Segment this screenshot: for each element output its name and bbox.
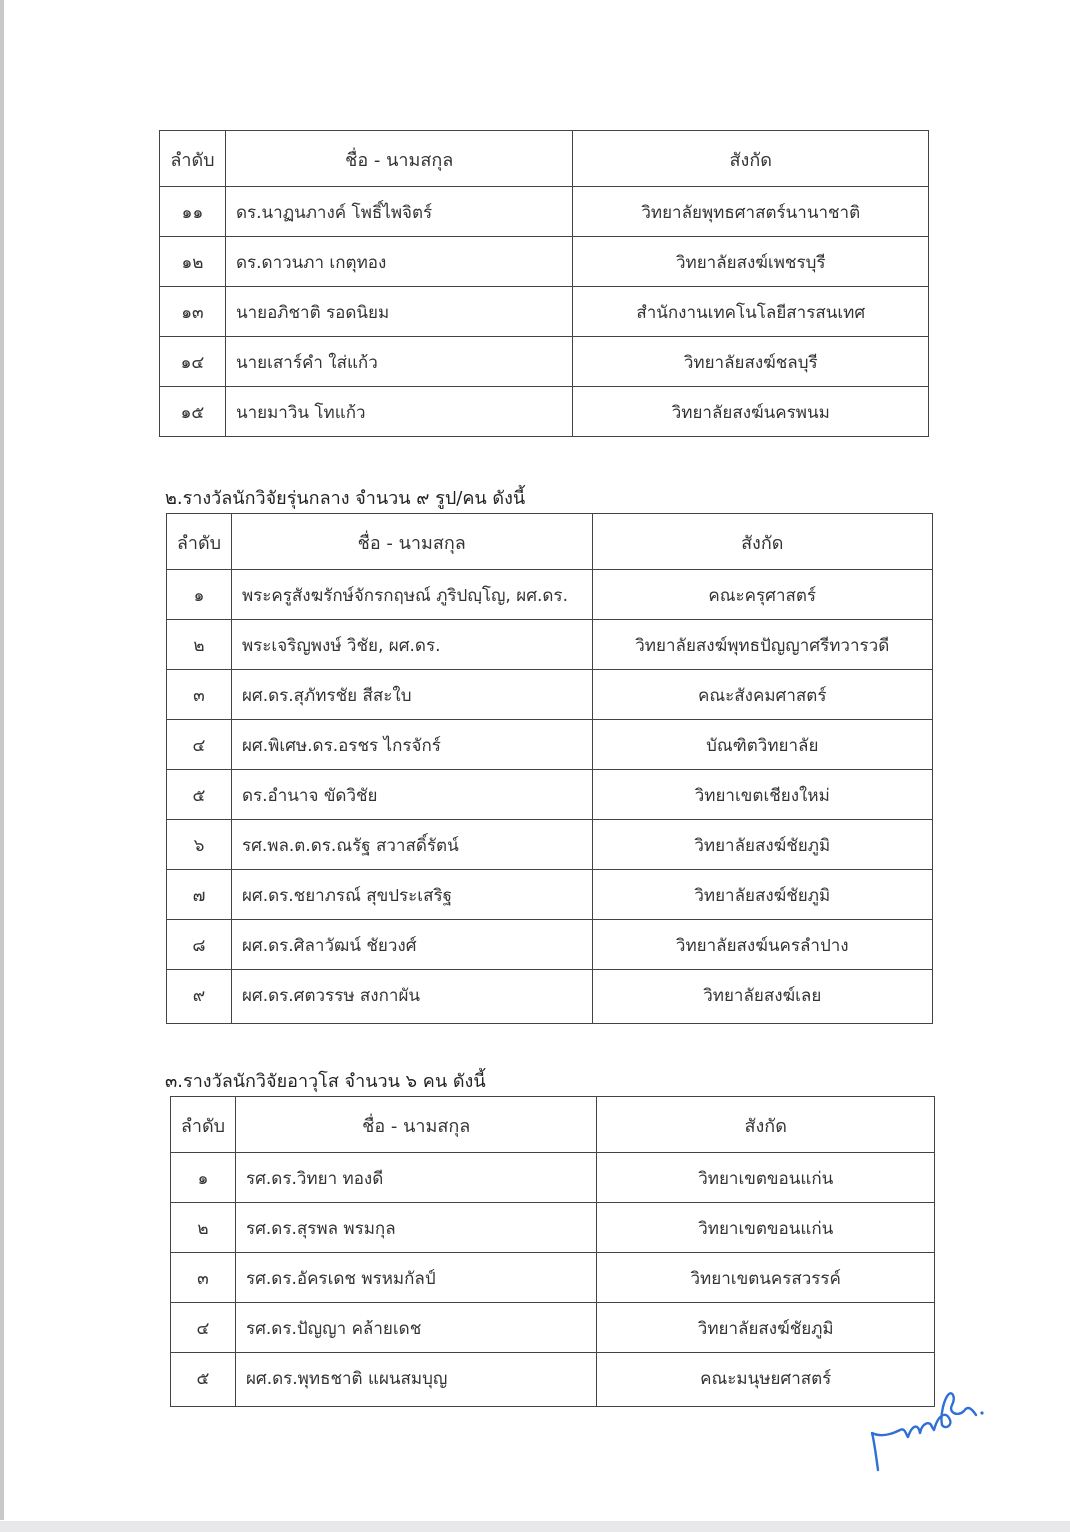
table-3 xyxy=(170,1096,935,1407)
row-affiliation: วิทยาลัยสงฆ์ชลบุรี xyxy=(573,337,929,387)
header-name: ชื่อ - นามสกุล xyxy=(231,514,592,570)
page-bottom-edge xyxy=(0,1521,1070,1532)
table-row xyxy=(160,187,929,237)
row-affiliation: วิทยาลัยพุทธศาสตร์นานาชาติ xyxy=(573,187,929,237)
row-no: ๒ xyxy=(171,1203,236,1253)
table-row xyxy=(167,720,933,770)
row-name: พระเจริญพงษ์ วิชัย, ผศ.ดร. xyxy=(231,620,592,670)
row-affiliation: วิทยาเขตนครสวรรค์ xyxy=(597,1253,935,1303)
row-name: รศ.ดร.สุรพล พรมกุล xyxy=(235,1203,597,1253)
row-no: ๓ xyxy=(167,670,232,720)
table-row xyxy=(167,770,933,820)
header-name: ชื่อ - นามสกุล xyxy=(225,131,573,187)
row-affiliation: วิทยาเขตขอนแก่น xyxy=(597,1153,935,1203)
section-3-title: ๓.รางวัลนักวิจัยอาวุโส จำนวน ๖ คน ดังนี้ xyxy=(165,1071,486,1092)
row-no: ๑๔ xyxy=(160,337,226,387)
row-no: ๑๕ xyxy=(160,387,226,437)
row-name: นายอภิชาติ รอดนิยม xyxy=(225,287,573,337)
table-row xyxy=(160,337,929,387)
table-row xyxy=(167,620,933,670)
row-no: ๑ xyxy=(167,570,232,620)
row-name: รศ.ดร.อัครเดช พรหมกัลป์ xyxy=(235,1253,597,1303)
table-row xyxy=(167,670,933,720)
row-affiliation: วิทยาลัยสงฆ์ชัยภูมิ xyxy=(592,820,933,870)
table-row xyxy=(167,970,933,1024)
row-affiliation: วิทยาลัยสงฆ์พุทธปัญญาศรีทวารวดี xyxy=(592,620,933,670)
page-edge xyxy=(0,0,4,1520)
row-name: ดร.อำนาจ ขัดวิชัย xyxy=(231,770,592,820)
table-2 xyxy=(166,513,933,1024)
table-row xyxy=(160,287,929,337)
row-affiliation: คณะสังคมศาสตร์ xyxy=(592,670,933,720)
table-row xyxy=(171,1253,935,1303)
header-no: ลำดับ xyxy=(160,131,226,187)
row-name: ผศ.ดร.พุทธชาติ แผนสมบุญ xyxy=(235,1353,597,1407)
row-no: ๔ xyxy=(167,720,232,770)
table-header-row xyxy=(167,514,933,570)
row-affiliation: วิทยาลัยสงฆ์เพชรบุรี xyxy=(573,237,929,287)
row-affiliation: วิทยาลัยสงฆ์นครลำปาง xyxy=(592,920,933,970)
header-affiliation: สังกัด xyxy=(592,514,933,570)
row-name: ผศ.ดร.ชยาภรณ์ สุขประเสริฐ xyxy=(231,870,592,920)
row-affiliation: คณะมนุษยศาสตร์ xyxy=(597,1353,935,1407)
table-header-row xyxy=(171,1097,935,1153)
table-row xyxy=(160,387,929,437)
row-name: รศ.ดร.วิทยา ทองดี xyxy=(235,1153,597,1203)
row-no: ๔ xyxy=(171,1303,236,1353)
table-row xyxy=(167,570,933,620)
row-name: รศ.ดร.ปัญญา คล้ายเดช xyxy=(235,1303,597,1353)
row-name: ดร.ดาวนภา เกตุทอง xyxy=(225,237,573,287)
row-no: ๖ xyxy=(167,820,232,870)
header-affiliation: สังกัด xyxy=(573,131,929,187)
row-name: นายเสาร์คำ ใส่แก้ว xyxy=(225,337,573,387)
row-no: ๙ xyxy=(167,970,232,1024)
table-row xyxy=(167,870,933,920)
table-1 xyxy=(159,130,929,437)
signature-dot xyxy=(980,1411,983,1414)
row-no: ๕ xyxy=(167,770,232,820)
row-no: ๑๒ xyxy=(160,237,226,287)
row-name: ผศ.ดร.ศตวรรษ สงกาผัน xyxy=(231,970,592,1024)
signature xyxy=(860,1375,1000,1475)
section-2-title: ๒.รางวัลนักวิจัยรุ่นกลาง จำนวน ๙ รูป/คน ดังนี้ xyxy=(165,488,526,509)
row-affiliation: วิทยาลัยสงฆ์ชัยภูมิ xyxy=(597,1303,935,1353)
row-affiliation: วิทยาลัยสงฆ์เลย xyxy=(592,970,933,1024)
row-no: ๑ xyxy=(171,1153,236,1203)
table-row xyxy=(171,1303,935,1353)
row-no: ๒ xyxy=(167,620,232,670)
row-affiliation: วิทยาลัยสงฆ์นครพนม xyxy=(573,387,929,437)
row-no: ๑๓ xyxy=(160,287,226,337)
row-affiliation: วิทยาลัยสงฆ์ชัยภูมิ xyxy=(592,870,933,920)
header-affiliation: สังกัด xyxy=(597,1097,935,1153)
row-affiliation: คณะครุศาสตร์ xyxy=(592,570,933,620)
table-row xyxy=(167,920,933,970)
header-no: ลำดับ xyxy=(167,514,232,570)
row-name: ผศ.ดร.ศิลาวัฒน์ ชัยวงศ์ xyxy=(231,920,592,970)
table-row xyxy=(171,1153,935,1203)
row-name: ผศ.ดร.สุภัทรชัย สีสะใบ xyxy=(231,670,592,720)
row-affiliation: สำนักงานเทคโนโลยีสารสนเทศ xyxy=(573,287,929,337)
row-name: พระครูสังฆรักษ์จักรกฤษณ์ ภูริปญฺโญ, ผศ.ดร. xyxy=(231,570,592,620)
row-no: ๕ xyxy=(171,1353,236,1407)
header-no: ลำดับ xyxy=(171,1097,236,1153)
row-name: รศ.พล.ต.ดร.ณรัฐ สวาสดิ์รัตน์ xyxy=(231,820,592,870)
row-affiliation: วิทยาเขตขอนแก่น xyxy=(597,1203,935,1253)
table-row xyxy=(171,1353,935,1407)
table-header-row xyxy=(160,131,929,187)
row-no: ๓ xyxy=(171,1253,236,1303)
row-name: นายมาวิน โทแก้ว xyxy=(225,387,573,437)
row-name: ผศ.พิเศษ.ดร.อรชร ไกรจักร์ xyxy=(231,720,592,770)
row-no: ๘ xyxy=(167,920,232,970)
header-name: ชื่อ - นามสกุล xyxy=(235,1097,597,1153)
row-affiliation: วิทยาเขตเชียงใหม่ xyxy=(592,770,933,820)
table-row xyxy=(167,820,933,870)
row-affiliation: บัณฑิตวิทยาลัย xyxy=(592,720,933,770)
row-name: ดร.นาฏนภางค์ โพธิ์ไพจิตร์ xyxy=(225,187,573,237)
row-no: ๗ xyxy=(167,870,232,920)
row-no: ๑๑ xyxy=(160,187,226,237)
table-row xyxy=(160,237,929,287)
table-row xyxy=(171,1203,935,1253)
